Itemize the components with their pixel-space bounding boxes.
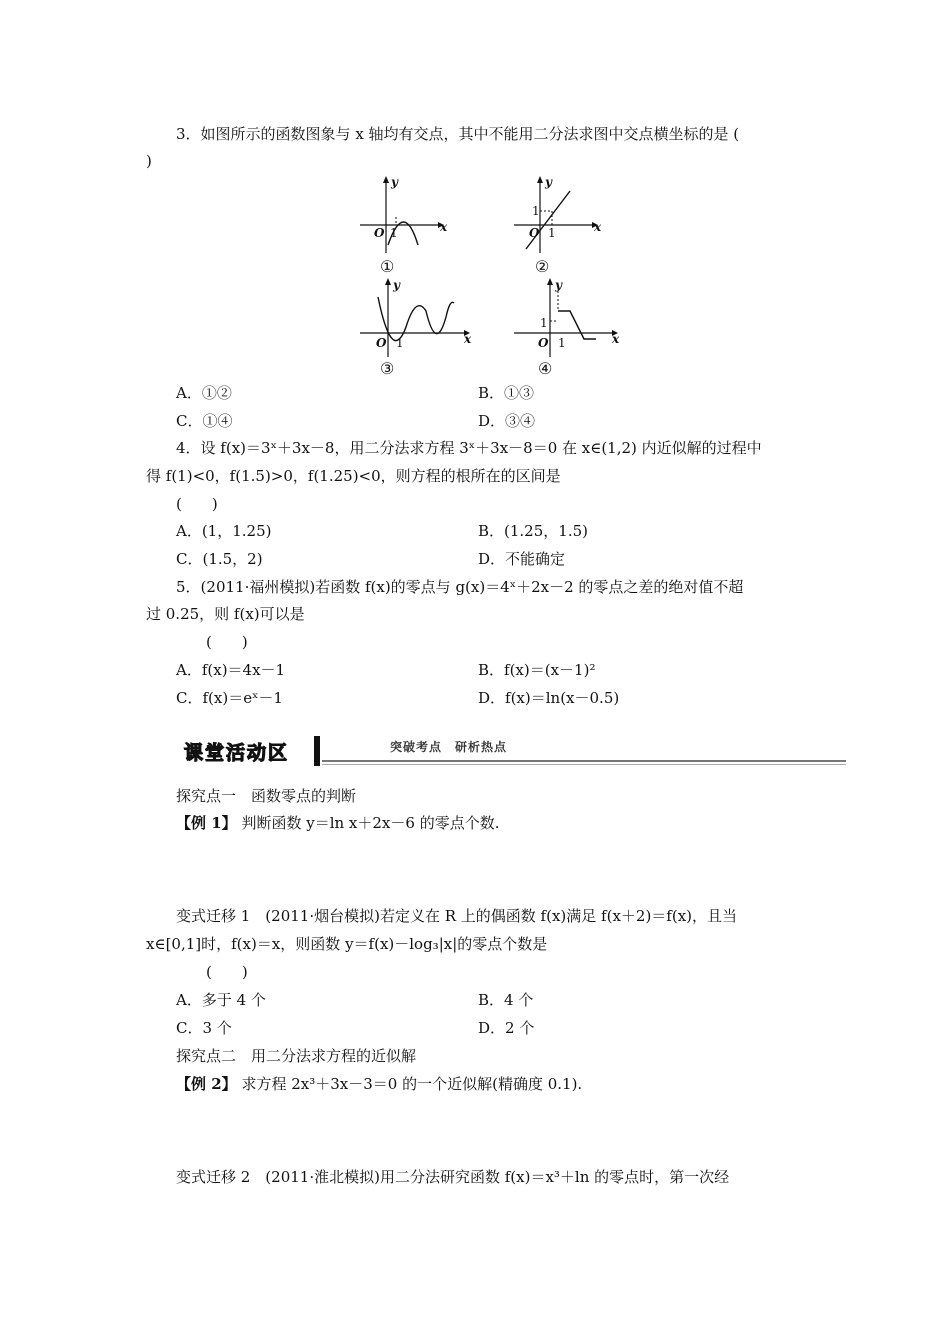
q5-line1: 5．(2011·福州模拟)若函数 f(x)的零点与 g(x)＝4ˣ＋2x－2 的零点之差的绝对值不超 bbox=[176, 578, 744, 596]
q4-option-c: C．(1.5，2) bbox=[176, 550, 263, 568]
example2-tag: 【例 2】 bbox=[176, 1075, 237, 1093]
example1-text: 判断函数 y＝ln x＋2x－6 的零点个数. bbox=[241, 814, 500, 832]
q3-option-b: B．①③ bbox=[478, 384, 535, 402]
q4-option-b: B．(1.25，1.5) bbox=[478, 522, 588, 540]
graph-4 bbox=[508, 277, 628, 359]
graph-3-origin-label: O bbox=[376, 336, 387, 350]
graph-2-y-label: y bbox=[545, 175, 552, 189]
point1-heading: 探究点一 函数零点的判断 bbox=[176, 787, 357, 805]
graph-3-y-label: y bbox=[393, 278, 400, 292]
q5-option-a: A．f(x)＝4x－1 bbox=[176, 661, 286, 679]
variant1-option-d: D．2 个 bbox=[478, 1019, 535, 1037]
q4-option-d: D．不能确定 bbox=[478, 550, 566, 568]
variant1-option-b: B．4 个 bbox=[478, 991, 534, 1009]
variant1-option-a: A．多于 4 个 bbox=[176, 991, 266, 1009]
variant1-answer-blank: ( ) bbox=[206, 963, 248, 981]
graph-2 bbox=[508, 175, 608, 255]
graph-4-origin-label: O bbox=[538, 336, 549, 350]
q3-option-c: C．①④ bbox=[176, 412, 233, 430]
banner-rule bbox=[322, 760, 846, 762]
q3-line1: 3．如图所示的函数图象与 x 轴均有交点，其中不能用二分法求图中交点横坐标的是 ( bbox=[176, 125, 740, 143]
variant1-option-c: C．3 个 bbox=[176, 1019, 232, 1037]
graph-1 bbox=[352, 175, 452, 255]
banner-title: 课堂活动区 bbox=[184, 742, 290, 764]
graph-3 bbox=[352, 277, 482, 359]
graph-2-caption: ② bbox=[535, 257, 550, 276]
graph-2-x-label: x bbox=[594, 220, 602, 234]
example1-tag: 【例 1】 bbox=[176, 814, 237, 832]
q3-line2: ) bbox=[146, 152, 152, 170]
graph-2-origin-label: O bbox=[529, 226, 540, 240]
graph-4-y-label: y bbox=[555, 278, 562, 292]
graph-1-origin-label: O bbox=[374, 226, 385, 240]
section-banner bbox=[176, 733, 846, 769]
graph-2-one-x-label: 1 bbox=[548, 226, 556, 240]
q3-option-a: A．①② bbox=[176, 384, 232, 402]
q4-line2: 得 f(1)<0，f(1.5)>0，f(1.25)<0，则方程的根所在的区间是 bbox=[146, 467, 561, 485]
q5-option-d: D．f(x)＝ln(x－0.5) bbox=[478, 689, 620, 707]
graph-3-caption: ③ bbox=[380, 359, 395, 378]
variant2-line1: 变式迁移 2 (2011·淮北模拟)用二分法研究函数 f(x)＝x³＋ln 的零点时，第一次经 bbox=[176, 1168, 730, 1186]
graph-4-caption: ④ bbox=[538, 359, 553, 378]
q5-option-b: B．f(x)＝(x－1)² bbox=[478, 661, 596, 679]
graph-2-one-y-label: 1 bbox=[532, 204, 540, 218]
graph-4-one-y-label: 1 bbox=[540, 316, 548, 330]
graph-1-y-label: y bbox=[391, 175, 398, 189]
q5-option-c: C．f(x)＝eˣ－1 bbox=[176, 689, 283, 707]
variant1-line2: x∈[0,1]时，f(x)＝x，则函数 y＝f(x)－log₃|x|的零点个数是 bbox=[146, 935, 548, 953]
banner-divider-bar bbox=[314, 736, 320, 766]
q3-option-d: D．③④ bbox=[478, 412, 536, 430]
q4-line1: 4．设 f(x)＝3ˣ＋3x－8，用二分法求方程 3ˣ＋3x－8＝0 在 x∈(1,2) 内近似解的过程中 bbox=[176, 439, 762, 457]
example2 bbox=[176, 1074, 582, 1094]
graph-3-one-label: 1 bbox=[396, 336, 404, 350]
banner-rule-thin bbox=[322, 764, 846, 765]
graph-1-x-label: x bbox=[440, 220, 448, 234]
graph-3-x-label: x bbox=[464, 332, 472, 346]
variant1-line1: 变式迁移 1 (2011·烟台模拟)若定义在 R 上的偶函数 f(x)满足 f(x＋2)＝f(x)，且当 bbox=[176, 907, 738, 925]
example2-text: 求方程 2x³＋3x－3＝0 的一个近似解(精确度 0.1). bbox=[241, 1075, 583, 1093]
q4-option-a: A．(1，1.25) bbox=[176, 522, 272, 540]
graph-1-caption: ① bbox=[380, 257, 395, 276]
q5-line2: 过 0.25，则 f(x)可以是 bbox=[146, 605, 305, 623]
q5-answer-blank: ( ) bbox=[206, 633, 248, 651]
graph-4-one-x-label: 1 bbox=[558, 336, 566, 350]
graph-4-x-label: x bbox=[612, 332, 620, 346]
point2-heading: 探究点二 用二分法求方程的近似解 bbox=[176, 1047, 417, 1065]
example1 bbox=[176, 813, 499, 833]
q4-answer-blank: ( ) bbox=[176, 495, 218, 513]
banner-subtitle: 突破考点 研析热点 bbox=[390, 740, 508, 754]
graph-1-one-label: 1 bbox=[390, 226, 398, 240]
